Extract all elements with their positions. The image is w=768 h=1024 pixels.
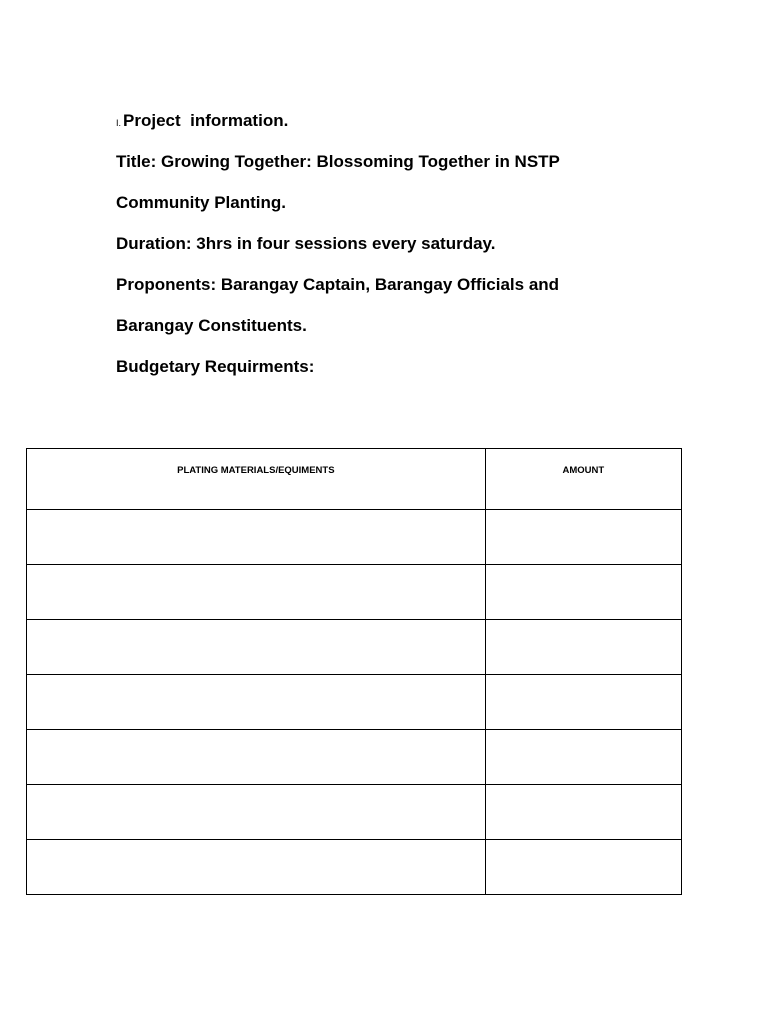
material-cell bbox=[27, 730, 486, 785]
material-cell bbox=[27, 510, 486, 565]
table-row bbox=[27, 565, 682, 620]
budgetary-requirements-label: Budgetary Requirments: bbox=[116, 357, 315, 376]
proponents-line-2: Barangay Constituents. bbox=[116, 316, 307, 335]
budget-table bbox=[26, 448, 682, 895]
table-row bbox=[27, 510, 682, 565]
amount-cell bbox=[485, 620, 681, 675]
table-row bbox=[27, 620, 682, 675]
table-row bbox=[27, 785, 682, 840]
section-heading bbox=[116, 100, 716, 141]
amount-cell bbox=[485, 840, 681, 895]
material-cell bbox=[27, 565, 486, 620]
project-information-block bbox=[116, 100, 716, 387]
title-line-1: Title: Growing Together: Blossoming Together in NSTP bbox=[116, 152, 560, 171]
proponents-line-1: Proponents: Barangay Captain, Barangay Officials and bbox=[116, 275, 560, 294]
amount-cell bbox=[485, 565, 681, 620]
amount-cell bbox=[485, 510, 681, 565]
material-cell bbox=[27, 785, 486, 840]
material-cell bbox=[27, 840, 486, 895]
table-header-row bbox=[27, 449, 682, 510]
duration-line: Duration: 3hrs in four sessions every saturday. bbox=[116, 234, 496, 253]
section-number: I. bbox=[116, 118, 122, 128]
material-cell bbox=[27, 620, 486, 675]
amount-cell bbox=[485, 675, 681, 730]
materials-column-header: PLATING MATERIALS/EQUIMENTS bbox=[27, 449, 486, 510]
title-line-2: Community Planting. bbox=[116, 193, 286, 212]
section-title: Project information. bbox=[123, 111, 289, 130]
material-cell bbox=[27, 675, 486, 730]
amount-column-header: AMOUNT bbox=[485, 449, 681, 510]
amount-cell bbox=[485, 730, 681, 785]
table-row bbox=[27, 840, 682, 895]
table-row bbox=[27, 675, 682, 730]
table-row bbox=[27, 730, 682, 785]
amount-cell bbox=[485, 785, 681, 840]
